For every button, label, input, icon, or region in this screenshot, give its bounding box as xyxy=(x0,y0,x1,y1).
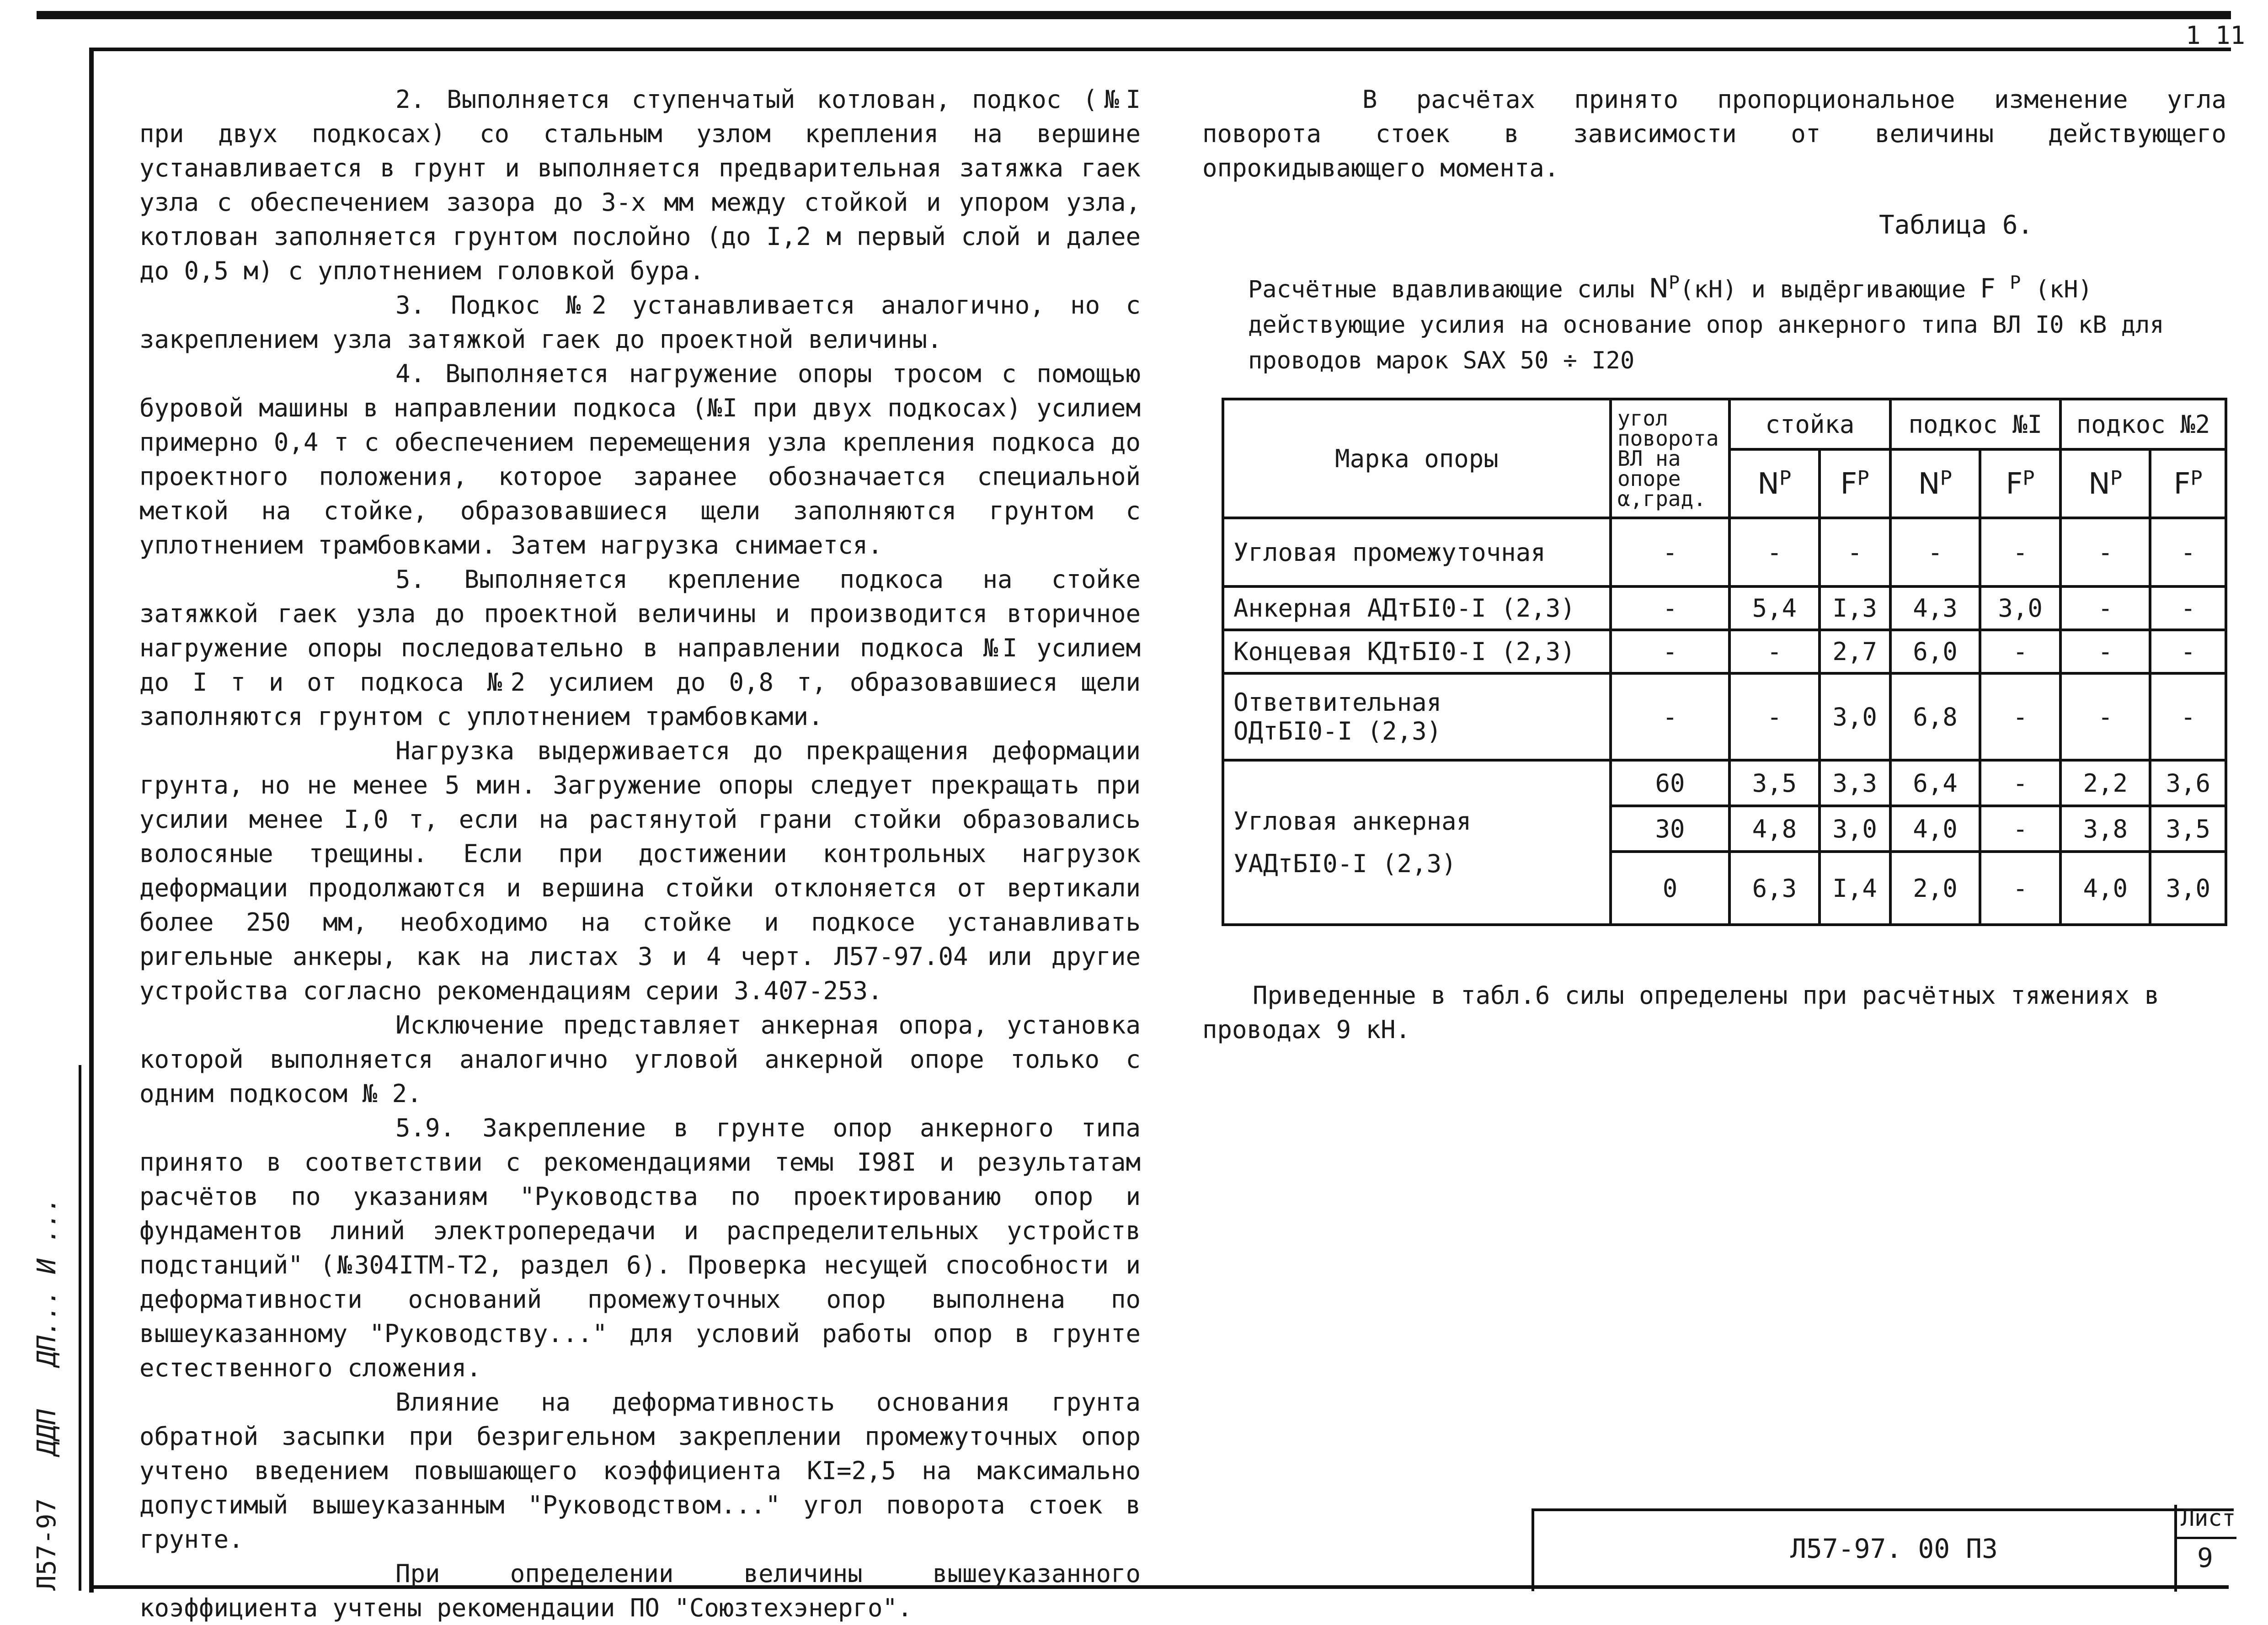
header-group-stoika: стойка xyxy=(1729,399,1890,449)
row-angle: - xyxy=(1611,673,1729,760)
sup: P xyxy=(1940,466,1953,490)
caption-n-symbol: N xyxy=(1649,272,1669,304)
row-name: Угловая промежуточная xyxy=(1223,518,1611,586)
sheet-number: 9 xyxy=(2197,1542,2213,1573)
row-angle: 60 xyxy=(1611,760,1729,806)
cell: - xyxy=(2150,630,2226,673)
right-column xyxy=(1202,82,2226,1044)
cell: 6,8 xyxy=(1890,673,1980,760)
cell: 3,8 xyxy=(2060,806,2150,852)
caption-f-sup: P xyxy=(2010,272,2021,293)
cell: - xyxy=(2150,586,2226,630)
table-caption xyxy=(1248,265,2226,378)
cell: - xyxy=(2060,518,2150,586)
row-angle: - xyxy=(1611,518,1729,586)
cell: - xyxy=(1980,673,2060,760)
header-group-podkos-1: подкос №I xyxy=(1890,399,2060,449)
sheet-divider xyxy=(2177,1537,2236,1539)
header-angle-line: ВЛ на xyxy=(1617,446,1681,471)
sup: P xyxy=(1857,466,1869,490)
cell: - xyxy=(1980,852,2060,925)
paragraph: 4. Выполняется нагружение опоры тросом с помощью буровой машины в направлении подкоса (№I при двух подкосах) усилием примерно 0,4 т с обеспечением перемещения узла крепления подкоса до проектного положения, которое заранее обозначается специальной меткой на стойке, образовавшиеся щели заполняются грунтом с уплотнением трамбовками. Затем нагрузка снимается. xyxy=(139,359,1141,559)
table-row xyxy=(1223,518,2226,586)
header-f xyxy=(2150,449,2226,518)
f-symbol: F xyxy=(2006,467,2023,501)
row-name-line: Ответвительная xyxy=(1233,688,1442,717)
cell: 2,0 xyxy=(1890,852,1980,925)
top-rule xyxy=(37,11,2231,19)
left-column xyxy=(139,82,1141,1625)
cell: - xyxy=(1980,760,2060,806)
header-angle-line: угол xyxy=(1617,406,1668,431)
cell: 3,5 xyxy=(2150,806,2226,852)
cell: 4,8 xyxy=(1729,806,1819,852)
sup: P xyxy=(2023,466,2035,490)
cell: - xyxy=(1729,630,1819,673)
caption-f-unit: (кН) действующие усилия на основание опор анкерного типа ВЛ I0 кВ для проводов марок SAX 50 ÷ I20 xyxy=(1248,276,2164,375)
margin-strip xyxy=(27,1065,91,1591)
table-row xyxy=(1223,586,2226,630)
cell: 3,6 xyxy=(2150,760,2226,806)
paragraph: 2. Выполняется ступенчатый котлован, подкос (№I при двух подкосах) со стальным узлом крепления на вершине устанавливается в грунт и выполняется предварительная затяжка гаек узла с обеспечением зазора до 3-х мм между стойкой и упором узла, котлован заполняется грунтом послойно (до I,2 м первый слой и далее до 0,5 м) с уплотнением головкой бура. xyxy=(139,85,1141,285)
row-angle: 0 xyxy=(1611,852,1729,925)
cell: 3,0 xyxy=(2150,852,2226,925)
sheet-box xyxy=(2174,1505,2236,1592)
forces-table xyxy=(1222,398,2227,926)
header-group-podkos-2: подкос №2 xyxy=(2060,399,2226,449)
table-row xyxy=(1223,630,2226,673)
cell: 3,0 xyxy=(1980,586,2060,630)
table-6 xyxy=(1222,398,2232,926)
sheet-label: Лист xyxy=(2181,1505,2236,1531)
row-name: Концевая КДтБI0-I (2,3) xyxy=(1223,630,1611,673)
margin-code: Л57-97 xyxy=(32,1498,62,1591)
cell: 3,5 xyxy=(1729,760,1819,806)
cell: - xyxy=(2060,586,2150,630)
paragraph: 3. Подкос №2 устанавливается аналогично, но с закреплением узла затяжкой гаек до проектной величины. xyxy=(139,291,1141,354)
table-label: Таблица 6. xyxy=(1879,210,2033,240)
cell: 6,4 xyxy=(1890,760,1980,806)
cell: - xyxy=(2150,673,2226,760)
n-symbol: N xyxy=(1757,467,1780,501)
table-header-row xyxy=(1223,399,2226,449)
sup: P xyxy=(2110,466,2123,490)
cell: - xyxy=(2060,673,2150,760)
paragraph: Исключение представляет анкерная опора, установка которой выполняется аналогично угловой анкерной опоре только с одним подкосом № 2. xyxy=(139,1011,1141,1108)
intro-paragraph: В расчётах принято пропорциональное изменение угла поворота стоек в зависимости от величины действующего опрокидывающего момента. xyxy=(1202,85,2226,182)
caption-n-unit: (кН) и выдёргивающие xyxy=(1680,276,1966,304)
cell: - xyxy=(1890,518,1980,586)
cell: - xyxy=(2150,518,2226,586)
table-row xyxy=(1223,760,2226,806)
cell: - xyxy=(1729,518,1819,586)
header-angle-line: опоре xyxy=(1617,466,1681,491)
row-angle: 30 xyxy=(1611,806,1729,852)
paragraph: 5. Выполняется крепление подкоса на стойке затяжкой гаек узла до проектной величины и производится вторичное нагружение опоры последовательно в направлении подкоса №I усилием до I т и от подкоса №2 усилием до 0,8 т, образовавшиеся щели заполняются грунтом с уплотнением трамбовками. xyxy=(139,565,1141,731)
n-symbol: N xyxy=(1918,467,1940,501)
cell: - xyxy=(1980,806,2060,852)
cell: 2,7 xyxy=(1820,630,1890,673)
f-symbol: F xyxy=(2173,467,2191,501)
row-name: Анкерная АДтБI0-I (2,3) xyxy=(1223,586,1611,630)
cell: 6,0 xyxy=(1890,630,1980,673)
caption-part1: Расчётные вдавливающие силы xyxy=(1248,276,1635,304)
cell: 4,0 xyxy=(1890,806,1980,852)
cell: - xyxy=(1980,518,2060,586)
row-name-line: ОДтБI0-I (2,3) xyxy=(1233,717,1442,746)
cell: 4,0 xyxy=(2060,852,2150,925)
header-n xyxy=(1890,449,1980,518)
caption-f-symbol: F xyxy=(1980,272,1996,304)
cell: 6,3 xyxy=(1729,852,1819,925)
f-symbol: F xyxy=(1840,467,1857,501)
header-name: Марка опоры xyxy=(1223,399,1611,518)
sup: P xyxy=(1779,466,1792,490)
cell: 3,0 xyxy=(1820,673,1890,760)
table-row xyxy=(1223,673,2226,760)
header-n xyxy=(1729,449,1819,518)
cell: - xyxy=(1980,630,2060,673)
paragraph: Влияние на деформативность основания грунта обратной засыпки при безригельном закреплении промежуточных опор учтено введением повышающего коэффициента KI=2,5 на максимально допустимый вышеуказанным "Руководством..." угол поворота стоек в грунте. xyxy=(139,1388,1141,1554)
margin-hand: ДДП xyxy=(32,1409,62,1455)
n-symbol: N xyxy=(2088,467,2110,501)
table-note: Приведенные в табл.6 силы определены при расчётных тяжениях в проводах 9 кН. xyxy=(1202,981,2160,1044)
cell: - xyxy=(1729,673,1819,760)
header-angle-line: α,град. xyxy=(1617,486,1706,511)
paragraph: 5.9. Закрепление в грунте опор анкерного типа принято в соответствии с рекомендациями темы I98I и результатам расчётов по указаниям "Руководства по проектированию опор и фундаментов линий электропередачи и распределительных устройств подстанций" (№304ITM-T2, раздел 6). Проверка несущей способности и деформативности оснований промежуточных опор выполнена по вышеуказанному "Руководству..." для условий работы опор в грунте естественного сложения. xyxy=(139,1114,1141,1382)
row-angle: - xyxy=(1611,630,1729,673)
cell: 5,4 xyxy=(1729,586,1819,630)
header-angle xyxy=(1611,399,1729,518)
margin-note: ДП... И ... xyxy=(32,1197,62,1367)
caption-n-sup: P xyxy=(1668,272,1680,293)
cell: 3,3 xyxy=(1820,760,1890,806)
header-angle-line: поворота xyxy=(1617,426,1719,451)
cell: 2,2 xyxy=(2060,760,2150,806)
margin-text xyxy=(32,1065,62,1591)
paragraph: При определении величины вышеуказанного коэффициента учтены рекомендации ПО "Союзтехэнерго". xyxy=(139,1559,1141,1622)
cell: - xyxy=(2060,630,2150,673)
document-code: Л57-97. 00 ПЗ xyxy=(1790,1533,1998,1564)
corner-mark: 1 11 xyxy=(2185,21,2245,50)
cell: I,4 xyxy=(1820,852,1890,925)
row-angle: - xyxy=(1611,586,1729,630)
row-name-line: Угловая анкерная xyxy=(1233,807,1472,836)
frame-top-border xyxy=(91,48,2231,51)
margin-line xyxy=(79,1065,81,1591)
header-f xyxy=(1980,449,2060,518)
cell: 4,3 xyxy=(1890,586,1980,630)
header-n xyxy=(2060,449,2150,518)
row-name xyxy=(1223,673,1611,760)
header-f xyxy=(1820,449,1890,518)
row-name xyxy=(1223,760,1611,925)
row-name-line: УАДтБI0-I (2,3) xyxy=(1233,849,1457,878)
title-block xyxy=(1532,1505,2236,1591)
cell: 3,0 xyxy=(1820,806,1890,852)
sup: P xyxy=(2190,466,2203,490)
cell: I,3 xyxy=(1820,586,1890,630)
cell: - xyxy=(1820,518,1890,586)
paragraph: Нагрузка выдерживается до прекращения деформации грунта, но не менее 5 мин. Загружение опоры следует прекращать при усилии менее I,0 т, если на растянутой грани стойки образовались волосяные трещины. Если при достижении контрольных нагрузок деформации продолжаются и вершина стойки отклоняется от вертикали более 250 мм, необходимо на стойке и подкосе устанавливать ригельные анкеры, как на листах 3 и 4 черт. Л57-97.04 или другие устройства согласно рекомендациям серии 3.407-253. xyxy=(139,736,1141,1005)
